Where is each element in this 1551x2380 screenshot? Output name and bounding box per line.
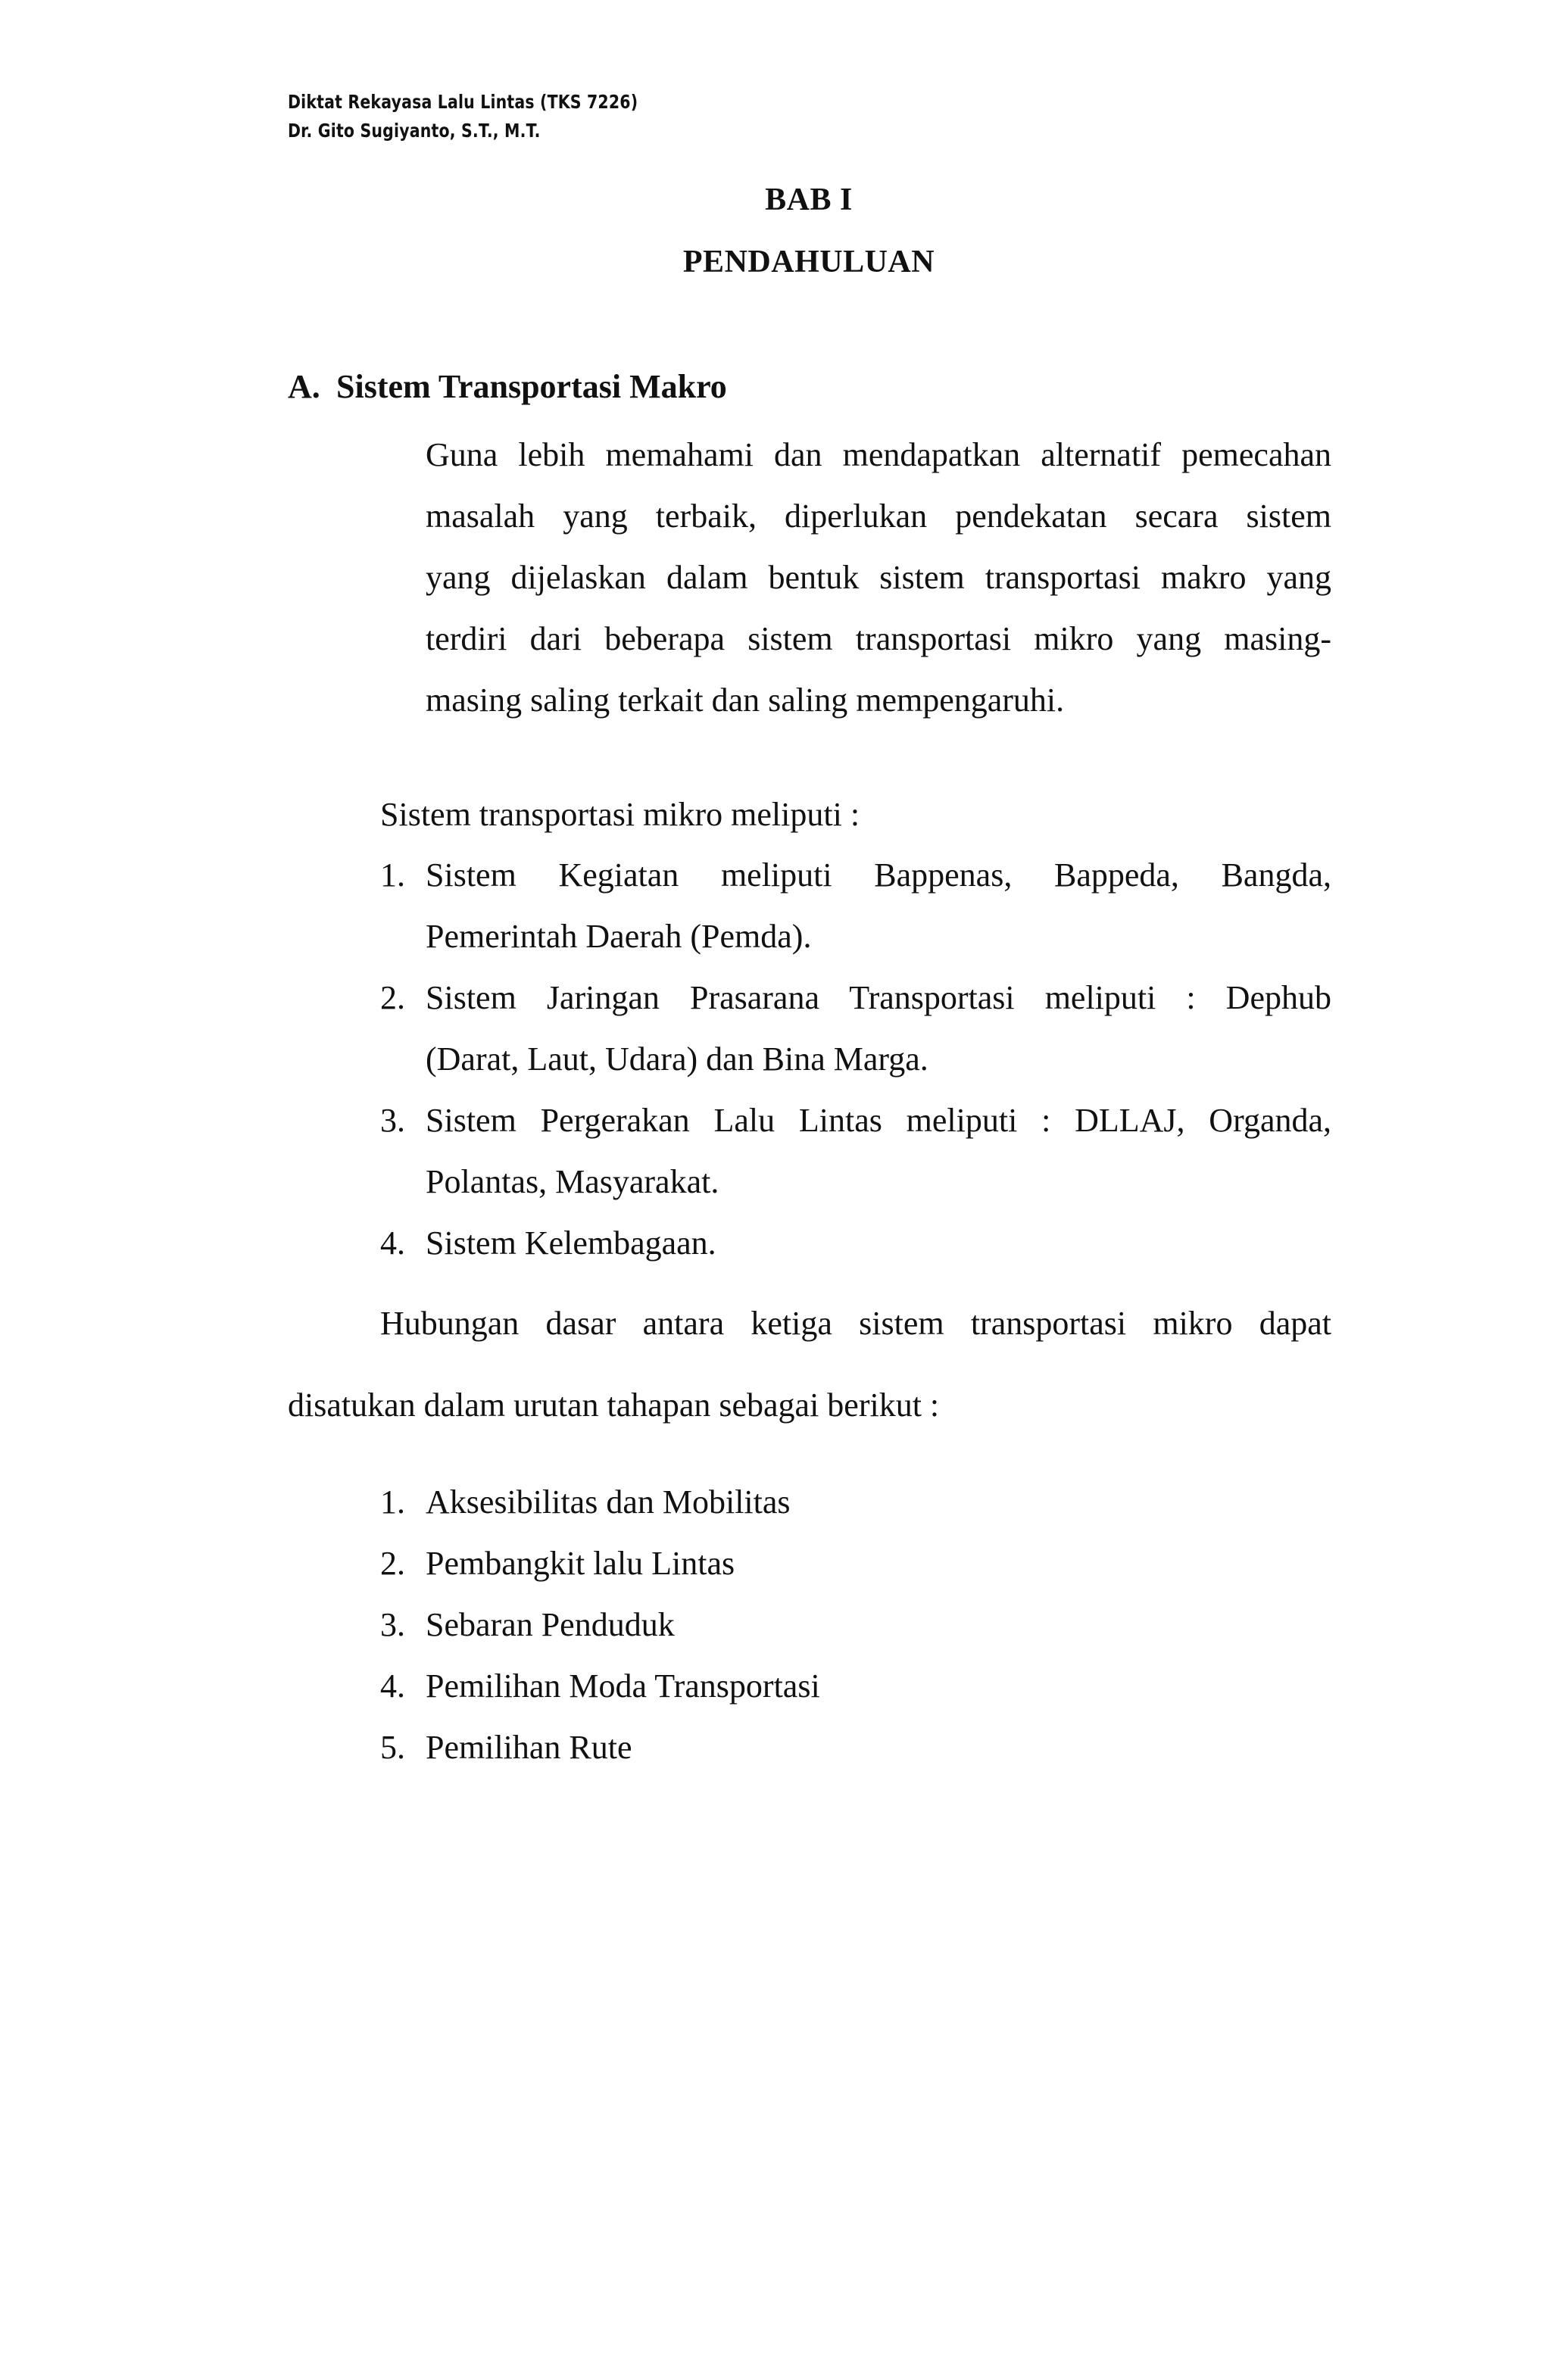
paragraph-line: Guna lebih memahami dan mendapatkan alternatif pemecahan: [426, 436, 1331, 473]
section-letter: A.: [288, 368, 320, 405]
intro-paragraph: [426, 424, 1331, 731]
list-line: (Darat, Laut, Udara) dan Bina Marga.: [426, 1040, 928, 1078]
micro-systems-intro: Sistem transportasi mikro meliputi :: [380, 796, 860, 833]
list-item-text: [426, 856, 1331, 978]
list-number: 1.: [380, 1483, 405, 1521]
list-item-text: Sebaran Penduduk: [426, 1606, 675, 1643]
list-item-text: [426, 1101, 1331, 1224]
list-number: 4.: [380, 1667, 405, 1705]
list-number: 3.: [380, 1102, 405, 1139]
list-item-text: Pemilihan Rute: [426, 1729, 632, 1766]
running-header-author: Dr. Gito Sugiyanto, S.T., M.T.: [288, 120, 541, 142]
running-header-title: Diktat Rekayasa Lalu Lintas (TKS 7226): [288, 91, 638, 113]
section-title: Sistem Transportasi Makro: [336, 368, 727, 405]
list-item-text: [426, 1224, 1331, 1285]
list-line: Sistem Kegiatan meliputi Bappenas, Bappeda, Bangda,: [426, 856, 1331, 894]
list-number: 4.: [380, 1224, 405, 1262]
paragraph-line: terdiri dari beberapa sistem transportasi mikro yang masing-: [426, 620, 1331, 657]
list-number: 1.: [380, 856, 405, 894]
paragraph-line: masalah yang terbaik, diperlukan pendekatan secara sistem: [426, 498, 1331, 535]
chapter-number: BAB I: [765, 182, 853, 217]
list-item-text: Aksesibilitas dan Mobilitas: [426, 1483, 791, 1521]
list-line: Sistem Kelembagaan.: [426, 1224, 716, 1262]
paragraph-line: masing saling terkait dan saling mempengaruhi.: [426, 682, 1065, 719]
list-number: 2.: [380, 1545, 405, 1582]
list-number: 2.: [380, 979, 405, 1016]
list-line: Polantas, Masyarakat.: [426, 1163, 719, 1200]
list-item-text: Pembangkit lalu Lintas: [426, 1545, 735, 1582]
relationship-line: Hubungan dasar antara ketiga sistem transportasi mikro dapat: [380, 1305, 1331, 1342]
list-item-text: Pemilihan Moda Transportasi: [426, 1667, 820, 1705]
relationship-line: disatukan dalam urutan tahapan sebagai berikut :: [288, 1387, 940, 1424]
list-line: Pemerintah Daerah (Pemda).: [426, 918, 812, 955]
section-heading: [288, 367, 727, 406]
paragraph-line: yang dijelaskan dalam bentuk sistem transportasi makro yang: [426, 559, 1331, 596]
list-item-text: [426, 978, 1331, 1101]
chapter-title: PENDAHULUAN: [682, 245, 935, 279]
list-number: 3.: [380, 1606, 405, 1643]
list-line: Sistem Jaringan Prasarana Transportasi meliputi : Dephub: [426, 979, 1331, 1016]
list-number: 5.: [380, 1729, 405, 1766]
list-line: Sistem Pergerakan Lalu Lintas meliputi : DLLAJ, Organda,: [426, 1102, 1331, 1139]
